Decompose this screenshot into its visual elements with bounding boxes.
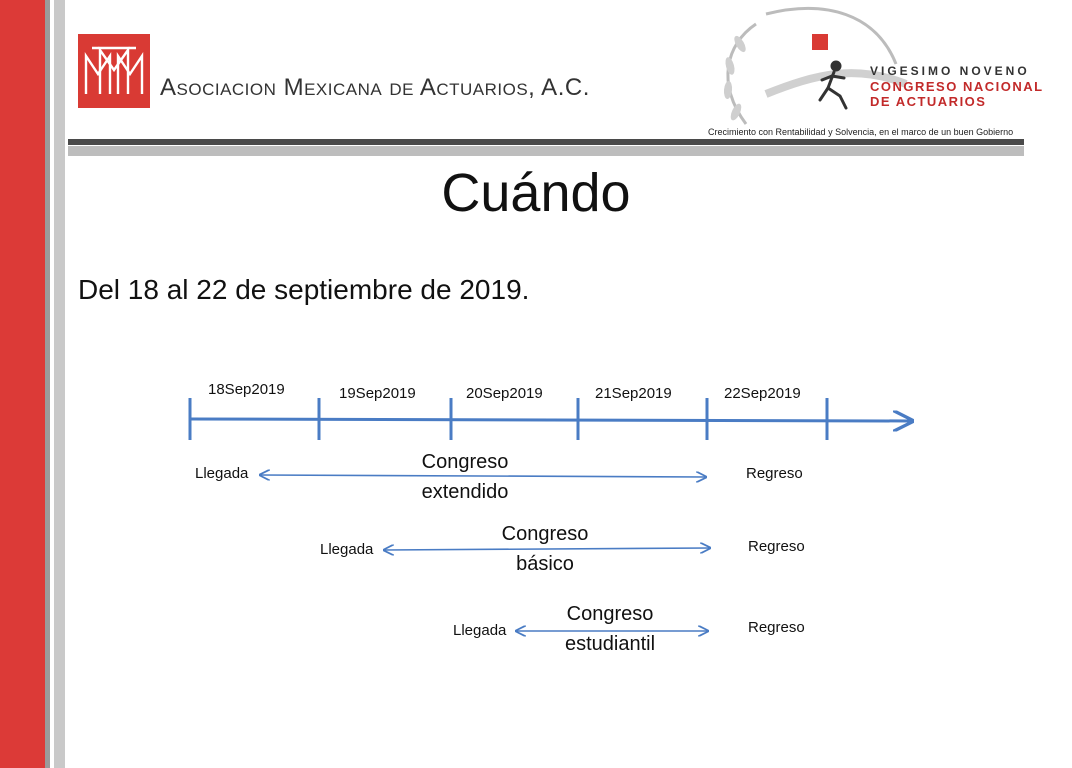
arrival-label: Llegada xyxy=(453,622,507,639)
congress-title-line3: DE ACTUARIOS xyxy=(870,94,987,109)
event-dates-text: Del 18 al 22 de septiembre de 2019. xyxy=(78,274,530,305)
program-name-line: estudiantil xyxy=(564,633,656,655)
program-name-basico xyxy=(480,519,610,579)
return-label: Regreso xyxy=(746,465,803,482)
program-name-line: Congreso xyxy=(501,523,589,545)
date-label: 21Sep2019 xyxy=(595,385,672,402)
program-name-estudiantil xyxy=(545,599,675,659)
program-name-line: Congreso xyxy=(566,603,654,625)
program-name-extendido xyxy=(400,447,530,507)
org-name: Asociacion Mexicana de Actuarios, A.C. xyxy=(160,74,590,101)
program-name-line: Congreso xyxy=(421,451,509,473)
program-name-line: básico xyxy=(516,553,574,575)
page-title: Cuándo xyxy=(441,163,631,223)
return-label: Regreso xyxy=(748,619,805,636)
date-label: 22Sep2019 xyxy=(724,385,801,402)
program-name-line: extendido xyxy=(421,481,509,503)
congress-title-line1: VIGESIMO NOVENO xyxy=(870,64,1030,78)
date-label: 19Sep2019 xyxy=(339,385,416,402)
arrival-label: Llegada xyxy=(320,541,374,558)
congress-slogan: Crecimiento con Rentabilidad y Solvencia, en el marco de un buen Gobierno xyxy=(708,127,1014,137)
timeline-axis xyxy=(190,419,912,421)
date-label: 20Sep2019 xyxy=(466,385,543,402)
congress-title-line2: CONGRESO NACIONAL xyxy=(870,79,1044,94)
return-label: Regreso xyxy=(748,538,805,555)
date-label: 18Sep2019 xyxy=(208,381,285,398)
arrival-label: Llegada xyxy=(195,465,249,482)
